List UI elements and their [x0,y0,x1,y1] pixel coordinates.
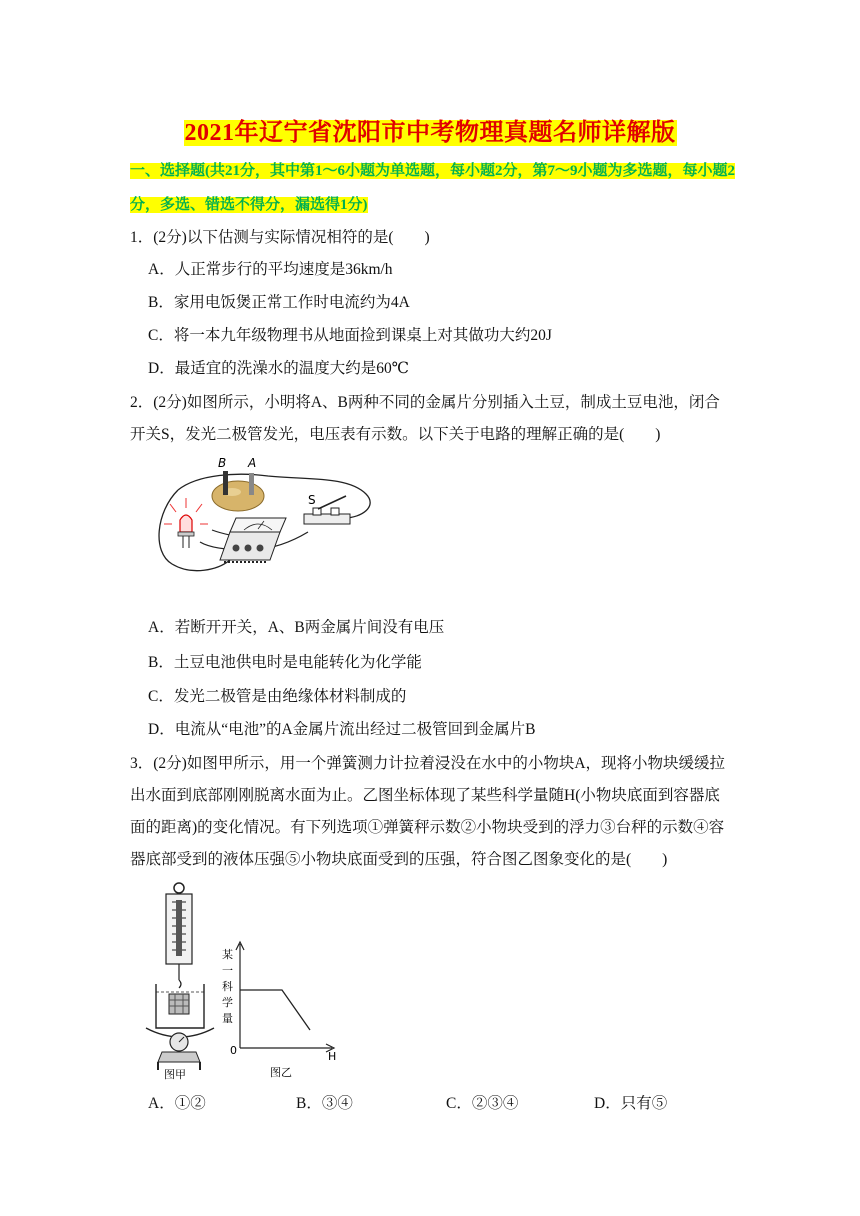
graph-figure [220,940,345,1080]
y-axis-label-5: 量 [222,1012,233,1025]
switch-base [304,514,350,524]
question-3-option-a: A．①② [148,1095,206,1112]
question-1-stem: 1．(2分)以下估测与实际情况相符的是( ) [130,229,430,246]
metal-plate-b [223,471,228,495]
section-heading: 一、选择题(共21分，其中第1～6小题为单选题，每小题2分，第7～9小题为多选题，每小题2分，多选、错选不得分，漏选得1分) [130,163,735,213]
figure-a-caption: 图甲 [164,1068,186,1080]
page-title: 2021年辽宁省沈阳市中考物理真题名师详解版 [184,120,676,146]
x-axis-label: H [328,1050,337,1063]
y-axis-label-3: 科 [222,980,233,993]
figure-label-b: B [218,456,227,470]
graph-curve [240,990,310,1030]
question-3-stem: 3．(2分)如图甲所示，用一个弹簧测力计拉着浸没在水中的小物块A，现将小物块缓缓拉出水面到底部刚刚脱离水面为止。乙图坐标体现了某些科学量随H(小物块底面到容器底面的距离)的变化情况。有下列选项①弹簧秤示数②小物块受到的浮力③台秤的示数④容器底部受到的液体压强⑤小物块底面受到的压强，符合图乙图象变化的是( ) [130,755,726,868]
question-1-option-d: D．最适宜的洗澡水的温度大约是60℃ [148,360,410,377]
figure-b-caption: 图乙 [270,1066,292,1079]
origin-label: 0 [230,1044,237,1057]
question-2-option-a: A．若断开开关，A、B两金属片间没有电压 [148,619,445,636]
block-a [169,994,189,1014]
question-1-option-b: B．家用电饭煲正常工作时电流约为4A [148,294,410,311]
question-3-option-b: B．③④ [296,1095,353,1112]
led-icon [164,498,208,548]
question-2-option-c: C．发光二极管是由绝缘体材料制成的 [148,688,407,705]
y-axis-label-1: 某 [222,948,233,961]
voltmeter-icon [220,518,286,562]
y-axis-label-4: 学 [222,996,233,1009]
question-3-option-c: C．②③④ [446,1095,519,1112]
figure-label-a: A [248,456,257,470]
question-2-stem: 2．(2分)如图所示，小明将A、B两种不同的金属片分别插入土豆，制成土豆电池，闭合开关S，发光二极管发光，电压表有示数。以下关于电路的理解正确的是( ) [130,394,720,443]
question-3-option-d: D．只有⑤ [594,1095,668,1112]
question-2-option-b: B．土豆电池供电时是电能转化为化学能 [148,654,422,671]
figure-label-s: S [308,493,316,507]
y-axis-label-2: 一 [222,964,233,977]
potato-battery-circuit-figure [148,452,388,582]
question-1-option-a: A．人正常步行的平均速度是36km/h [148,261,393,278]
question-1-option-c: C．将一本九年级物理书从地面捡到课桌上对其做功大约20J [148,327,552,344]
question-2-option-d: D．电流从“电池”的A金属片流出经过二极管回到金属片B [148,721,536,738]
metal-plate-a [249,473,254,495]
potato-shape [212,481,264,511]
spring-scale-figure [142,880,224,1080]
